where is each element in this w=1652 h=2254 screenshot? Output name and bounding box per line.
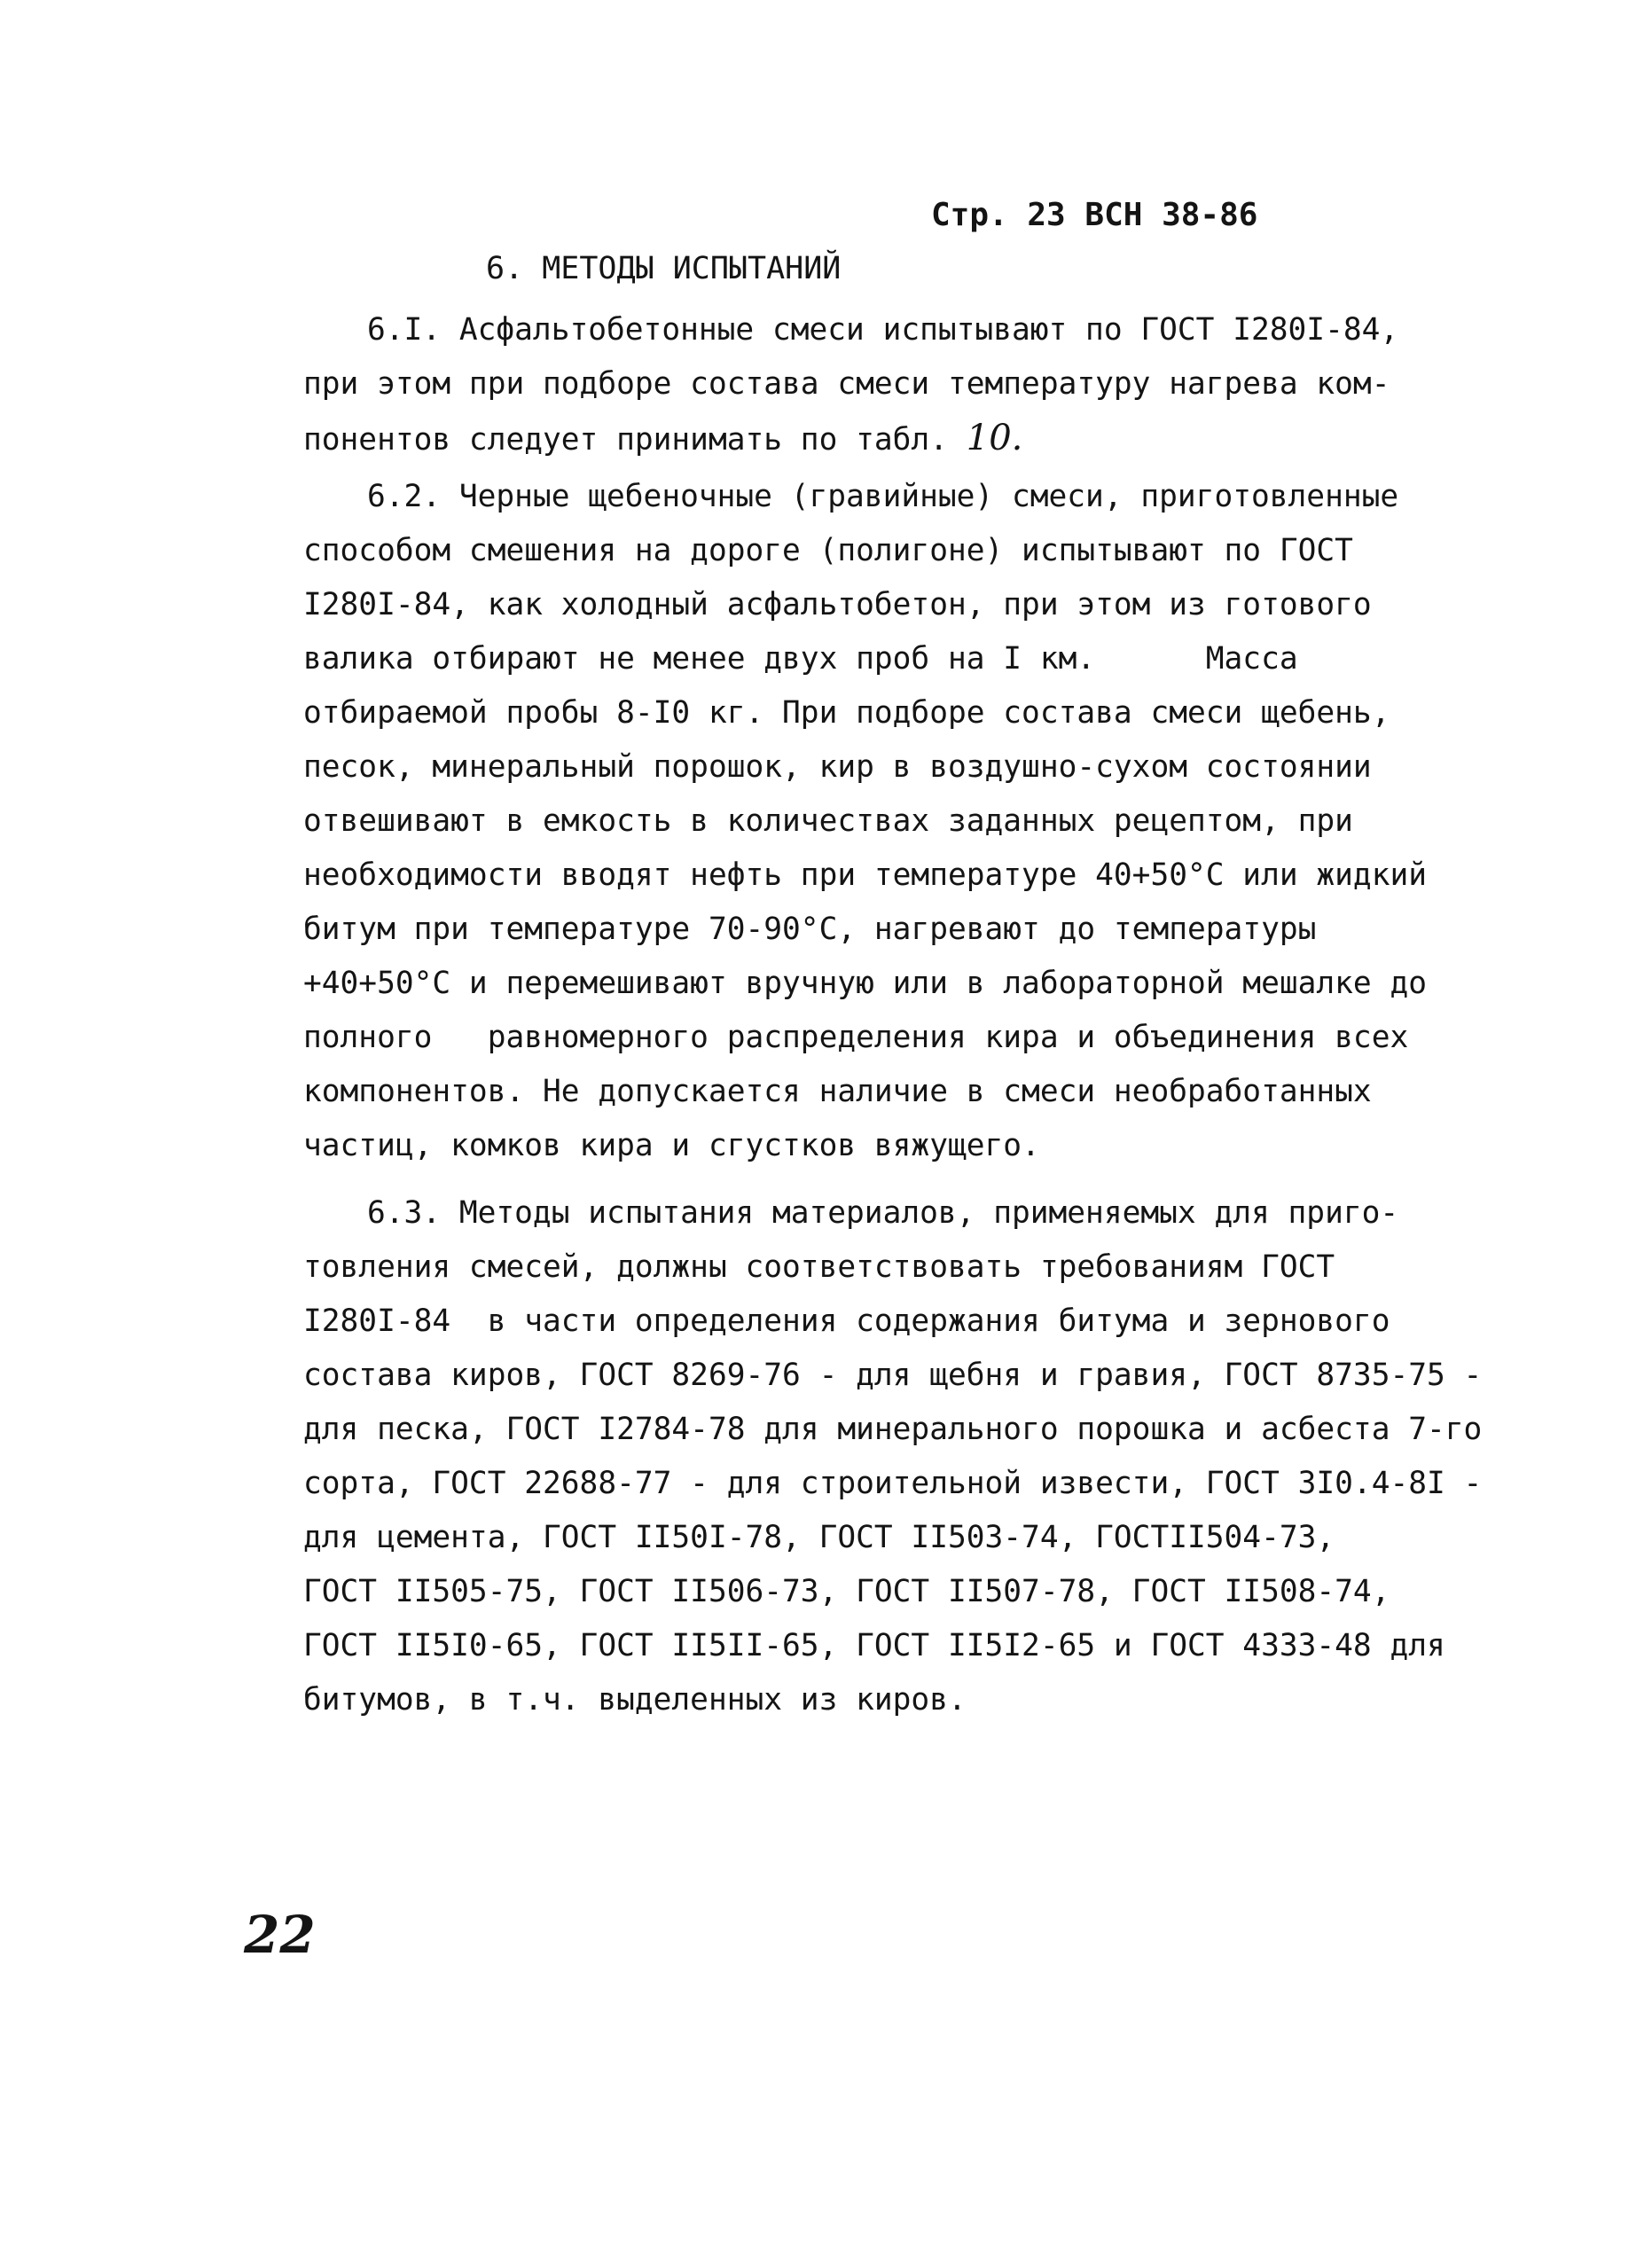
text-line: песок, минеральный порошок, кир в воздушно-сухом состоянии (303, 749, 1372, 785)
text-line: для песка, ГОСТ I2784-78 для минерального порошка и асбеста 7-го (303, 1412, 1483, 1447)
handwritten-page-number: 22 (244, 1905, 316, 1965)
text-line: ГОСТ II505-75, ГОСТ II506-73, ГОСТ II507-78, ГОСТ II508-74, (303, 1574, 1390, 1609)
page-header: Стр. 23 ВСН 38-86 (931, 197, 1258, 233)
text-line: способом смешения на дороге (полигоне) испытывают по ГОСТ (303, 533, 1353, 568)
paragraph-6-3 (303, 1186, 1483, 1727)
text-line: необходимости вводят нефть при температуре 40+50°С или жидкий (303, 857, 1428, 893)
text-line: ГОСТ II5I0-65, ГОСТ II5II-65, ГОСТ II5I2-65 и ГОСТ 4333-48 для (303, 1628, 1445, 1663)
text-line: товления смесей, должны соответствовать требованиям ГОСТ (303, 1249, 1335, 1285)
text-line: I280I-84, как холодный асфальтобетон, при этом из готового (303, 587, 1372, 622)
text-line: компонентов. Не допускается наличие в смеси необработанных (303, 1074, 1372, 1109)
text-line-content: понентов следует принимать по табл. (303, 422, 967, 458)
text-line: частиц, комков кира и сгустков вяжущего. (303, 1128, 1040, 1163)
text-line: для цемента, ГОСТ II50I-78, ГОСТ II503-74, ГОСТII504-73, (303, 1520, 1335, 1555)
text-line: 6.2. Черные щебеночные (гравийные) смеси, приготовленные (367, 479, 1399, 514)
text-line: при этом при подборе состава смеси температуру нагрева ком- (303, 366, 1390, 402)
paragraph-6-2 (303, 470, 1428, 1173)
text-line: отбираемой пробы 8-I0 кг. При подборе состава смеси щебень, (303, 695, 1390, 731)
text-line: I280I-84 в части определения содержания битума и зернового (303, 1303, 1390, 1339)
paragraph-6-1 (303, 303, 1412, 466)
text-line: +40+50°С и перемешивают вручную или в лабораторной мешалке до (303, 966, 1428, 1001)
text-line (303, 411, 1412, 466)
handwritten-table-ref: 10. (966, 418, 1023, 458)
text-line: битумов, в т.ч. выделенных из киров. (303, 1682, 967, 1718)
text-line: 6.3. Методы испытания материалов, применяемых для приго- (367, 1195, 1399, 1231)
text-line: битум при температуре 70-90°С, нагревают до температуры (303, 912, 1317, 947)
text-line: 6.I. Асфальтобетонные смеси испытывают по ГОСТ I280I-84, (367, 312, 1399, 348)
text-line: полного равномерного распределения кира и объединения всех (303, 1020, 1409, 1055)
section-title: 6. МЕТОДЫ ИСПЫТАНИЙ (486, 251, 842, 286)
text-line: сорта, ГОСТ 22688-77 - для строительной извести, ГОСТ 3I0.4-8I - (303, 1466, 1483, 1501)
text-line: валика отбирают не менее двух проб на I км. Масса (303, 641, 1298, 677)
text-line: отвешивают в емкость в количествах заданных рецептом, при (303, 803, 1353, 839)
text-line: состава киров, ГОСТ 8269-76 - для щебня и гравия, ГОСТ 8735-75 - (303, 1358, 1483, 1393)
